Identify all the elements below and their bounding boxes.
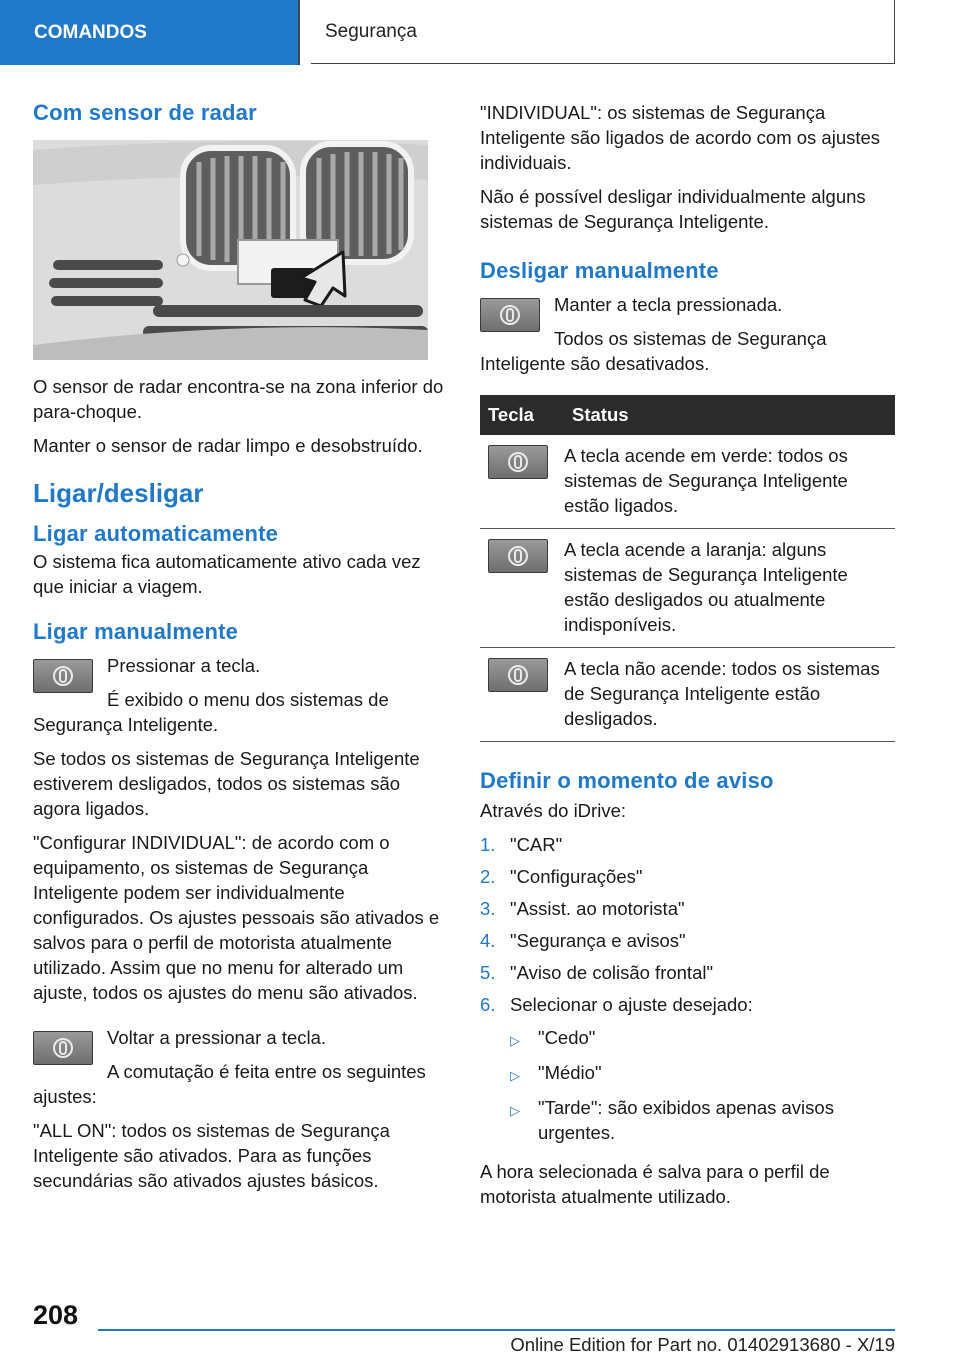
list-item [480,864,895,889]
heading-warning-time: Definir o momento de aviso [480,768,774,793]
safety-button-icon [33,1031,93,1065]
table-row [480,529,895,648]
table-cell-status: A tecla não acende: todos os sistemas de Segurança Inteligente estão desligados. [564,648,895,742]
table-row [480,435,895,529]
step-number: 1. [480,834,496,855]
paragraph: A comutação é feita entre os seguintes ajustes: [33,1061,426,1107]
topic-title: Segurança [325,20,417,42]
safety-button-icon [33,659,93,693]
heading-radar: Com sensor de radar [33,100,257,125]
paragraph: O sensor de radar encontra-se na zona inferior do para-choque. [33,376,444,422]
list-item [510,1025,895,1053]
table-cell-icon [480,529,564,648]
list-item [480,832,895,857]
button-instruction [480,292,895,385]
paragraph: Não é possível desligar individualmente alguns sistemas de Segurança Inteligente. [480,186,866,232]
safety-button-icon [488,658,548,692]
step-number: 2. [480,866,496,887]
option-text: "Médio" [538,1062,602,1083]
paragraph: "Configurar INDIVIDUAL": de acordo com o equipamento, os sistemas de Segurança Inteligente podem ser individualmente configurados. Os ajustes pessoais são ativados e salvos para o perfil de motorista atualmente utilizado. Assim que no menu for alterado um ajuste, todos os ajustes do menu são ativados. [33,832,440,1003]
button-instruction [33,653,445,746]
paragraph: Voltar a pressionar a tecla. [107,1027,327,1048]
step-text: "Aviso de colisão frontal" [510,962,714,983]
table-cell-icon [480,648,564,742]
heading-on-off: Ligar/desligar [33,478,204,508]
step-number: 3. [480,898,496,919]
table-cell-status: A tecla acende em verde: todos os sistemas de Segurança Inteligente estão ligados. [564,435,895,529]
steps-list [480,832,895,1152]
edition-text: Online Edition for Part no. 01402913680 - X/19 [510,1334,895,1355]
paragraph: "ALL ON": todos os sistemas de Segurança Inteligente são ativados. Para as funções secundárias são ativados ajustes básicos. [33,1120,390,1191]
triangle-bullet-icon: ▷ [510,1068,520,1083]
paragraph: Manter o sensor de radar limpo e desobstruído. [33,435,423,456]
heading-auto: Ligar automaticamente [33,521,279,546]
paragraph: Se todos os sistemas de Segurança Inteligente estiverem desligados, todos os sistemas são agora ligados. [33,748,420,819]
section-title: COMANDOS [34,21,147,43]
option-text: "Cedo" [538,1027,596,1048]
list-item [510,1060,895,1088]
list-item [510,1095,895,1145]
sub-options-list [510,1025,895,1152]
step-text: "Assist. ao motorista" [510,898,685,919]
paragraph: Através do iDrive: [480,800,626,821]
safety-button-icon [488,539,548,573]
radar-sensor-photo [33,140,428,360]
triangle-bullet-icon: ▷ [510,1103,520,1118]
paragraph: Pressionar a tecla. [107,655,261,676]
section-tab [0,0,298,65]
paragraph: Manter a tecla pressionada. [554,294,783,315]
paragraph: Todos os sistemas de Segurança Inteligente são desativados. [480,328,827,374]
table-cell-status: A tecla acende a laranja: alguns sistemas de Segurança Inteligente estão desligados ou atualmente indisponíveis. [564,529,895,648]
right-column [480,100,895,1218]
table-header-key: Tecla [480,395,564,435]
table-header-status: Status [564,395,895,435]
step-text: "CAR" [510,834,563,855]
page-number: 208 [33,1300,79,1330]
list-item [480,896,895,921]
footer-rule [98,1329,895,1331]
safety-button-icon [480,298,540,332]
list-item [480,992,895,1152]
table-cell-icon [480,435,564,529]
option-text: "Tarde": são exibidos apenas avisos urgentes. [538,1097,834,1143]
heading-manual: Ligar manualmente [33,619,239,644]
paragraph: "INDIVIDUAL": os sistemas de Segurança Inteligente são ligados de acordo com os ajustes individuais. [480,102,881,173]
left-column [33,100,445,1202]
list-item [480,928,895,953]
step-text: "Segurança e avisos" [510,930,686,951]
table-row [480,648,895,742]
topic-header [311,0,895,64]
step-text: Selecionar o ajuste desejado: [510,994,753,1015]
list-item [480,960,895,985]
heading-manual-off: Desligar manualmente [480,258,719,283]
step-number: 6. [480,994,496,1015]
paragraph: É exibido o menu dos sistemas de Segurança Inteligente. [33,689,389,735]
table-header-row [480,395,895,435]
status-table [480,395,895,742]
header-divider [298,0,300,65]
triangle-bullet-icon: ▷ [510,1033,520,1048]
step-number: 5. [480,962,496,983]
step-number: 4. [480,930,496,951]
button-instruction [33,1025,445,1118]
paragraph: A hora selecionada é salva para o perfil de motorista atualmente utilizado. [480,1161,830,1207]
car-front-illustration [33,140,428,360]
safety-button-icon [488,445,548,479]
step-text: "Configurações" [510,866,643,887]
paragraph: O sistema fica automaticamente ativo cada vez que iniciar a viagem. [33,551,421,597]
